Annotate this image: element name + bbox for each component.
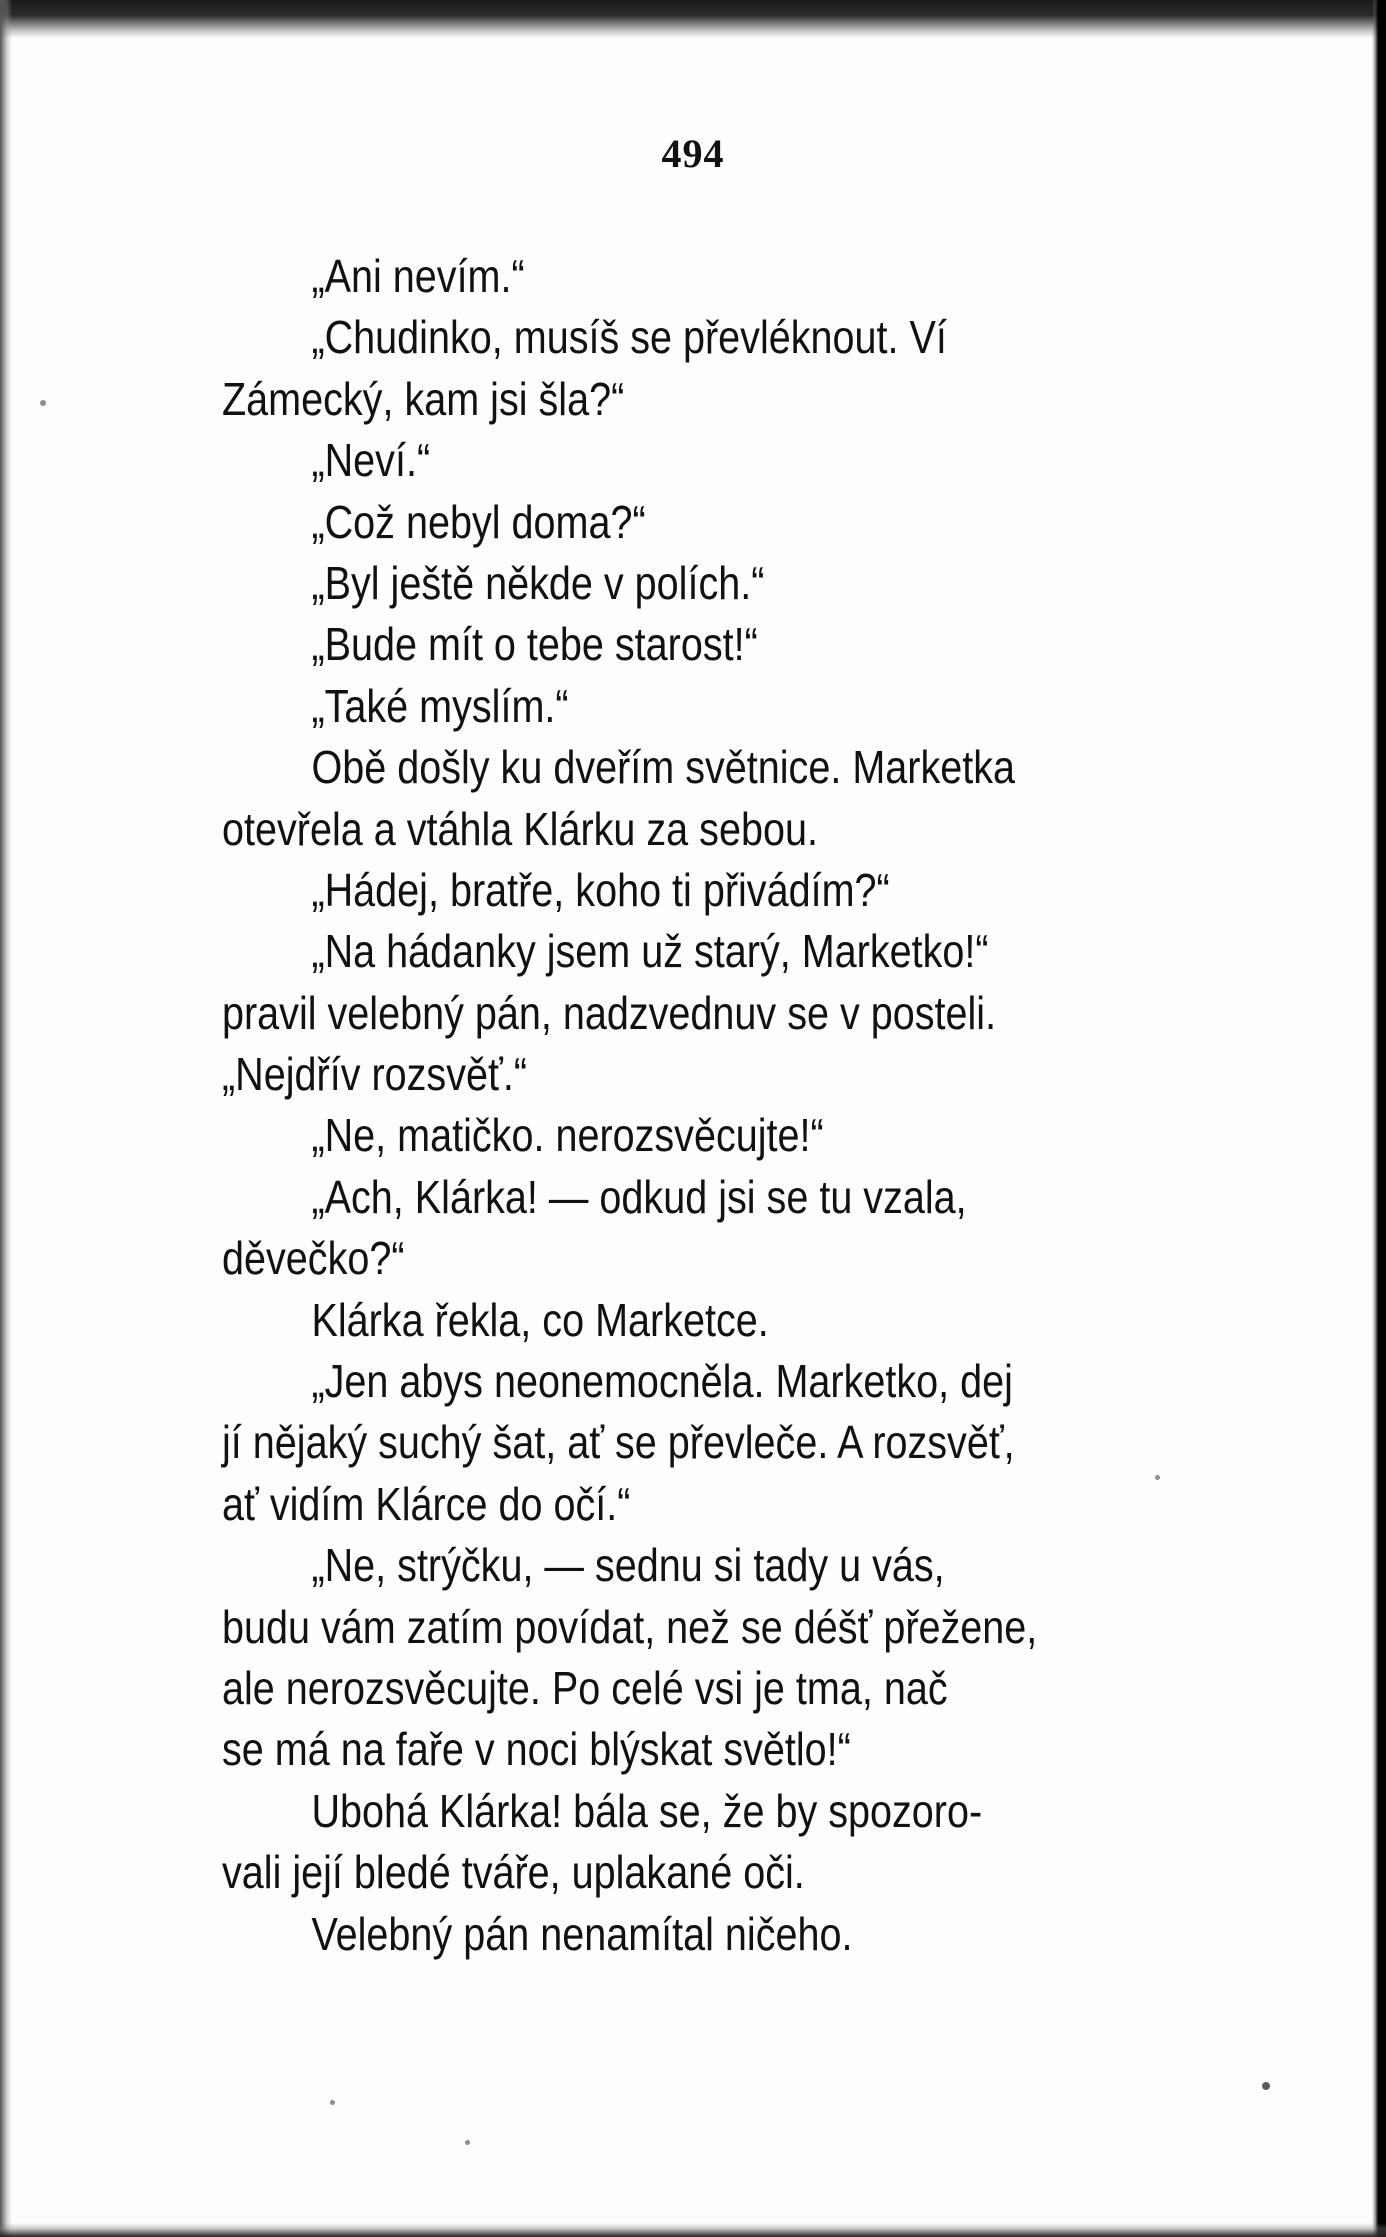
text-line: „Ach, Klárka! — odkud jsi se tu vzala,	[311, 1170, 967, 1223]
text-line: „Ne, strýčku, — sednu si tady u vás,	[311, 1539, 945, 1592]
text-line: „Chudinko, musíš se převléknout. Ví	[311, 311, 947, 364]
scan-speck	[330, 2100, 335, 2105]
scan-speck	[1262, 2082, 1270, 2090]
text-line: Ubohá Klárka! bála se, že by spozoro-	[311, 1784, 983, 1837]
text-line: „Neví.“	[311, 434, 431, 487]
text-line: „Jen abys neonemocněla. Marketko, dej	[311, 1355, 1013, 1408]
scan-speck	[40, 400, 46, 406]
text-line: vali její bledé tváře, uplakané oči.	[222, 1846, 805, 1899]
text-line: „Což nebyl doma?“	[311, 495, 646, 548]
text-line: „Na hádanky jsem už starý, Marketko!“	[311, 925, 989, 978]
text-line: pravil velebný pán, nadzvednuv se v posteli.	[222, 986, 997, 1039]
scan-edge-left	[0, 0, 12, 2237]
page-number: 494	[661, 131, 725, 176]
text-line: Velebný pán nenamítal ničeho.	[311, 1907, 853, 1960]
text-line: Klárka řekla, co Marketce.	[311, 1293, 769, 1346]
text-line: „Hádej, bratře, koho ti přivádím?“	[311, 863, 890, 916]
text-line: ať vidím Klárce do očí.“	[222, 1477, 631, 1530]
text-line: jí nějaký suchý šat, ať se převleče. A rozsvěť,	[222, 1416, 1015, 1469]
text-line: „Také myslím.“	[311, 679, 569, 732]
text-line: „Nejdřív rozsvěť.“	[222, 1048, 527, 1101]
scan-speck	[465, 2140, 470, 2145]
scan-edge-right	[1372, 0, 1386, 2237]
scan-edge-top	[0, 0, 1386, 38]
page-text	[222, 246, 1218, 1965]
text-line: Zámecký, kam jsi šla?“	[222, 372, 625, 425]
text-line: se má na faře v noci blýskat světlo!“	[222, 1723, 851, 1776]
scan-edge-bottom	[0, 2223, 1386, 2237]
text-line: děvečko?“	[222, 1232, 405, 1285]
text-line: „Byl ještě někde v polích.“	[311, 556, 765, 609]
text-line: budu vám zatím povídat, než se déšť přežene,	[222, 1600, 1038, 1653]
text-line: „Ani nevím.“	[311, 250, 525, 302]
text-line: Obě došly ku dveřím světnice. Marketka	[311, 741, 1016, 794]
text-line: otevřela a vtáhla Klárku za sebou.	[222, 802, 818, 855]
text-line: „Bude mít o tebe starost!“	[311, 618, 758, 671]
text-line: „Ne, matičko. nerozsvěcujte!“	[311, 1109, 824, 1162]
text-line: ale nerozsvěcujte. Po celé vsi je tma, nač	[222, 1661, 948, 1714]
